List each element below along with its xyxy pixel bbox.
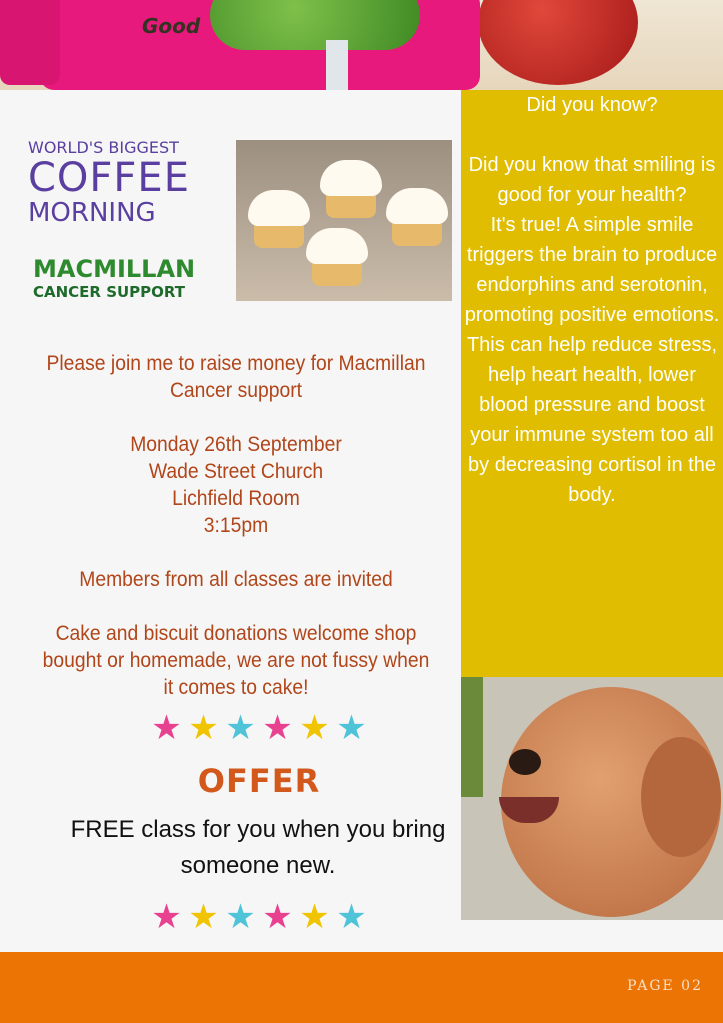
cupcake xyxy=(386,188,448,246)
coffee-morning-logo xyxy=(28,138,218,227)
star-icon: ★ xyxy=(188,708,219,748)
invite-date: Monday 26th September xyxy=(130,433,342,456)
logo-line-3: MORNING xyxy=(28,198,156,228)
star-icon: ★ xyxy=(336,708,367,748)
cupcakes-photo xyxy=(236,140,452,301)
star-icon: ★ xyxy=(225,708,256,748)
star-icon: ★ xyxy=(151,708,182,748)
star-icon: ★ xyxy=(262,708,293,748)
star-icon: ★ xyxy=(262,897,293,937)
star-row-bottom xyxy=(148,897,370,937)
star-icon: ★ xyxy=(299,897,330,937)
page-number: PAGE 02 xyxy=(627,978,703,994)
apple-shape xyxy=(478,0,638,85)
offer-title: OFFER xyxy=(197,762,321,800)
cupcake xyxy=(248,190,310,248)
invite-room: Lichfield Room xyxy=(172,487,300,510)
fact-heading: Did you know? xyxy=(526,94,658,116)
measuring-tape-shape xyxy=(326,40,348,90)
smiling-dog-photo xyxy=(461,677,723,920)
invitation-text xyxy=(37,350,434,701)
invite-cake: Cake and biscuit donations welcome shop bought or homemade, we are not fussy when it comes to cake! xyxy=(42,622,430,699)
invite-members: Members from all classes are invited xyxy=(79,568,393,591)
offer-text: FREE class for you when you bring someone new. xyxy=(70,816,446,879)
fact-body: It's true! A simple smile triggers the brain to produce endorphins and serotonin, promoting positive emotions. This can help reduce stress, help heart health, lower blood pressure and boost your immune system too all by decreasing cortisol in the body. xyxy=(464,214,720,506)
star-icon: ★ xyxy=(151,897,182,937)
footer-bar xyxy=(0,952,723,1023)
cupcake xyxy=(320,160,382,218)
star-icon: ★ xyxy=(188,897,219,937)
logo-line-2: COFFEE xyxy=(28,155,190,201)
invite-time: 3:15pm xyxy=(203,514,269,537)
cupcake xyxy=(306,228,368,286)
hero-image xyxy=(0,0,723,90)
lettuce-shape xyxy=(210,0,420,50)
logo-line-1: WORLD'S BIGGEST xyxy=(28,138,179,157)
fact-box xyxy=(461,90,723,677)
logo-line-4: MACMILLAN xyxy=(33,255,196,283)
star-icon: ★ xyxy=(299,708,330,748)
invite-venue: Wade Street Church xyxy=(148,460,324,483)
invite-intro: Please join me to raise money for Macmillan Cancer support xyxy=(46,352,426,402)
star-icon: ★ xyxy=(225,897,256,937)
macmillan-logo xyxy=(33,255,223,301)
fact-question: Did you know that smiling is good for your health? xyxy=(468,154,716,206)
star-row-top xyxy=(148,708,370,748)
logo-line-5: CANCER SUPPORT xyxy=(33,283,186,301)
star-icon: ★ xyxy=(336,897,367,937)
hero-brand-text: Good xyxy=(142,14,201,38)
